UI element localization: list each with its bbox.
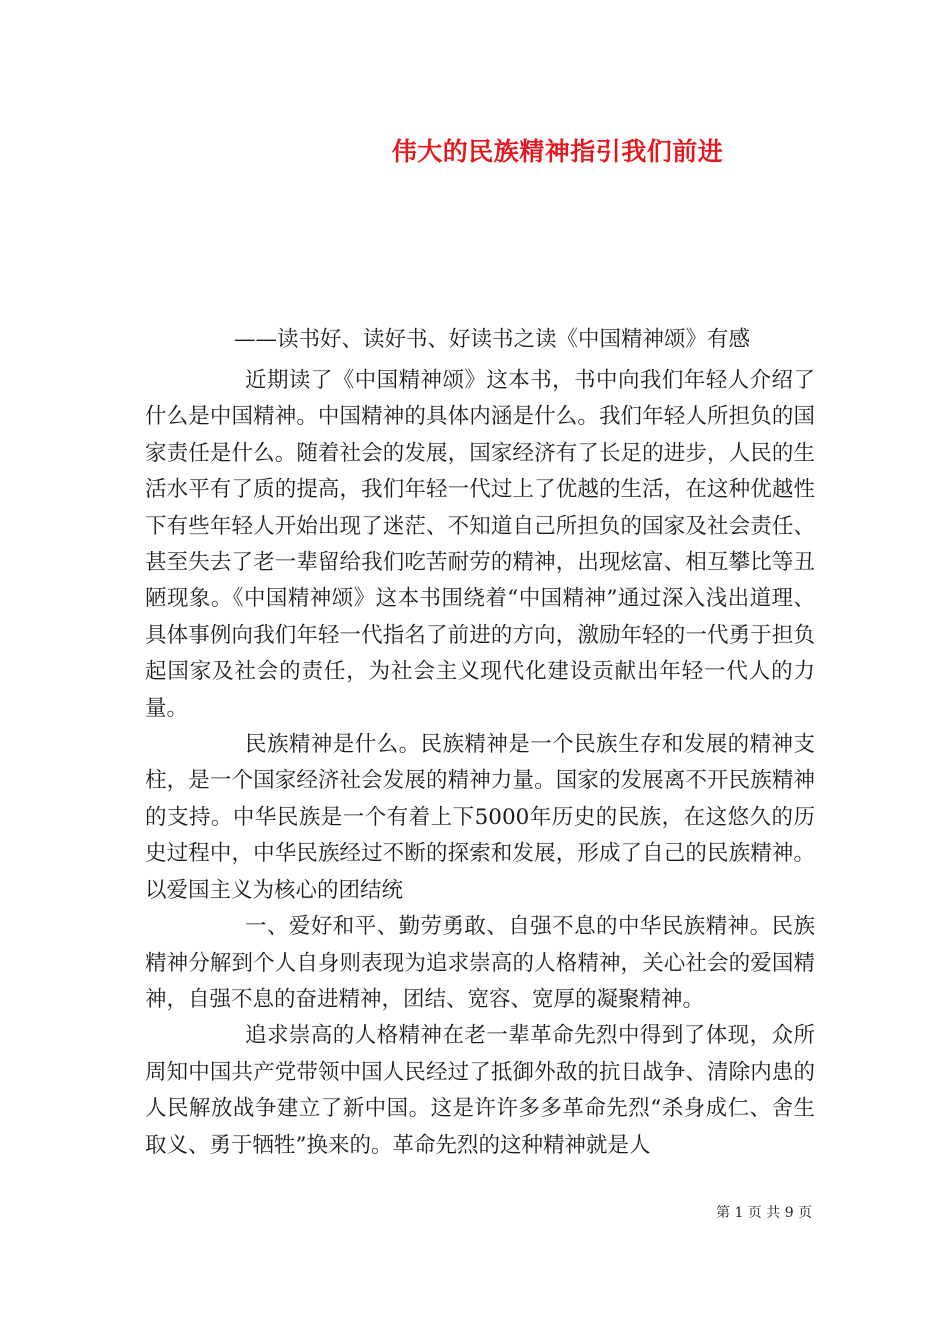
document-title: 伟大的民族精神指引我们前进 — [391, 137, 724, 166]
page-number-footer: 第 1 页 共 9 页 — [716, 1205, 813, 1221]
paragraph: 一、爱好和平、勤劳勇敢、自强不息的中华民族精神。民族精神分解到个人自身则表现为追求崇高的人格精神，关心社会的爱国精神，自强不息的奋进精神，团结、宽容、宽厚的凝聚精神。 — [145, 914, 815, 1012]
document-body — [145, 363, 815, 1164]
document-subtitle: ——读书好、读好书、好读书之读《中国精神颂》有感 — [234, 327, 751, 352]
paragraph: 近期读了《中国精神颂》这本书，书中向我们年轻人介绍了什么是中国精神。中国精神的具体内涵是什么。我们年轻人所担负的国家责任是什么。随着社会的发展，国家经济有了长足的进步，人民的生活水平有了质的提高，我们年轻一代过上了优越的生活，在这种优越性下有些年轻人开始出现了迷茫、不知道自己所担负的国家及社会责任、甚至失去了老一辈留给我们吃苦耐劳的精神，出现炫富、相互攀比等丑陋现象。《中国精神颂》这本书围绕着“中国精神”通过深入浅出道理、具体事例向我们年轻一代指名了前进的方向，激励年轻的一代勇于担负起国家及社会的责任，为社会主义现代化建设贡献出年轻一代人的力量。 — [145, 368, 815, 721]
paragraph: 追求崇高的人格精神在老一辈革命先烈中得到了体现，众所周知中国共产党带领中国人民经过了抵御外敌的抗日战争、清除内患的人民解放战争建立了新中国。这是许许多多革命先烈“杀身成仁、舍生取义、勇于牺牲”换来的。革命先烈的这种精神就是人 — [145, 1023, 815, 1158]
paragraph: 民族精神是什么。民族精神是一个民族生存和发展的精神支柱，是一个国家经济社会发展的精神力量。国家的发展离不开民族精神的支持。中华民族是一个有着上下5000年历史的民族，在这悠久的历史过程中，中华民族经过不断的探索和发展，形成了自己的民族精神。以爱国主义为核心的团结统 — [145, 732, 815, 903]
